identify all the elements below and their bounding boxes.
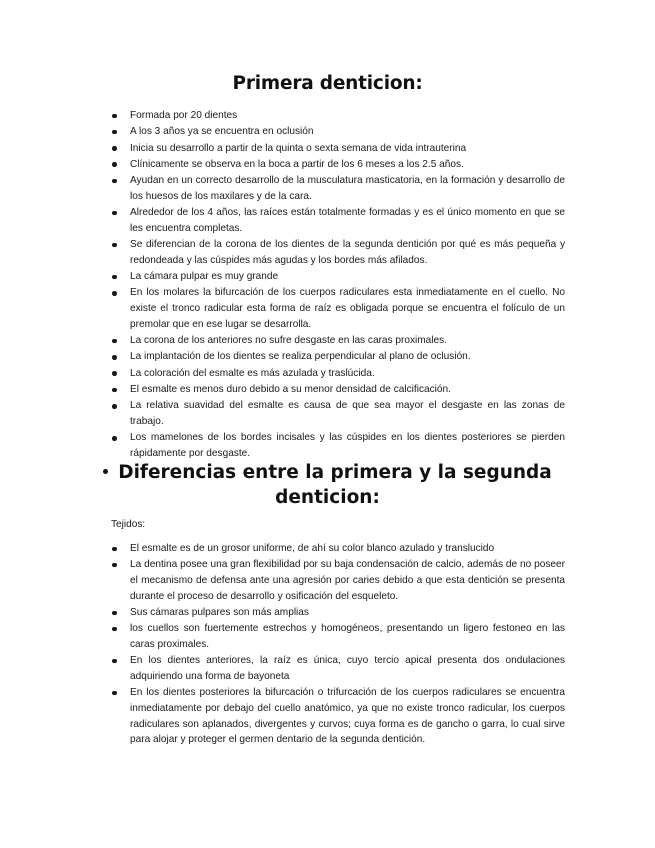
list-item: los cuellos son fuertemente estrechos y homogéneos, presentando un ligero festoneo en las caras proximales. [111, 621, 565, 652]
list-item: Ayudan en un correcto desarrollo de la musculatura masticatoria, en la formación y desarrollo de los huesos de los maxilares y de la cara. [111, 173, 565, 204]
list-item: Inicia su desarrollo a partir de la quinta o sexta semana de vida intrauterina [111, 141, 565, 157]
bullet-icon [103, 469, 108, 474]
list-item: El esmalte es de un grosor uniforme, de ahí su color blanco azulado y translucido [111, 541, 565, 557]
list-item: Los mamelones de los bordes incisales y las cúspides en los dientes posteriores se pierden rápidamente por desgaste. [111, 430, 565, 461]
list-item: Se diferencian de la corona de los dientes de la segunda dentición por qué es más pequeña y redondeada y las cúspides más agudas y los bordes más afilados. [111, 237, 565, 268]
list-item: La corona de los anteriores no sufre desgaste en las caras proximales. [111, 333, 565, 349]
section-heading-line1: Diferencias entre la primera y la segunda [118, 462, 552, 483]
list-item: La cámara pulpar es muy grande [111, 269, 565, 285]
primera-denticion-list [111, 108, 565, 462]
list-item: La implantación de los dientes se realiza perpendicular al plano de oclusión. [111, 349, 565, 365]
list-item: En los molares la bifurcación de los cuerpos radiculares esta inmediatamente en el cuello. No existe el tronco radicular esta forma de raíz es obligada porque se encuentra el folículo de un premolar que en ese lugar se desarrolla. [111, 285, 565, 332]
list-item: Sus cámaras pulpares son más amplias [111, 605, 565, 621]
list-item: El esmalte es menos duro debido a su menor densidad de calcificación. [111, 382, 565, 398]
list-item: A los 3 años ya se encuentra en oclusión [111, 124, 565, 140]
list-item: Alrededor de los 4 años, las raíces están totalmente formadas y es el único momento en que se les encuentra completas. [111, 205, 565, 236]
list-item: La relativa suavidad del esmalte es causa de que sea mayor el desgaste en las zonas de trabajo. [111, 398, 565, 429]
diferencias-list [111, 541, 565, 749]
list-item: La coloración del esmalte es más azulada y traslúcida. [111, 366, 565, 382]
list-item: En los dientes anteriores, la raíz es única, cuyo tercio apical presenta dos ondulaciones adquiriendo una forma de bayoneta [111, 653, 565, 684]
list-item: Formada por 20 dientes [111, 108, 565, 124]
page-title: Primera denticion: [232, 73, 423, 94]
section-heading-line2: denticion: [275, 487, 380, 508]
list-item: En los dientes posteriores la bifurcación o trifurcación de los cuerpos radiculares se encuentra inmediatamente por debajo del cuello anatómico, ya que no existe tronco radicular, los cuerpos radiculares son aplanados, divergentes y curvos; cuya forma es de gancho o garra, lo cual sirve para alojar y proteger el germen dentario de la segunda dentición. [111, 685, 565, 748]
section-heading [0, 460, 655, 510]
list-item: Clínicamente se observa en la boca a partir de los 6 meses a los 2.5 años. [111, 157, 565, 173]
list-item: La dentina posee una gran flexibilidad por su baja condensación de calcio, además de no poseer el mecanismo de defensa ante una agresión por caries debido a que esta dentición se presenta durante el proceso de desarrollo y osificación del esqueleto. [111, 557, 565, 604]
tejidos-label: Tejidos: [111, 519, 146, 530]
